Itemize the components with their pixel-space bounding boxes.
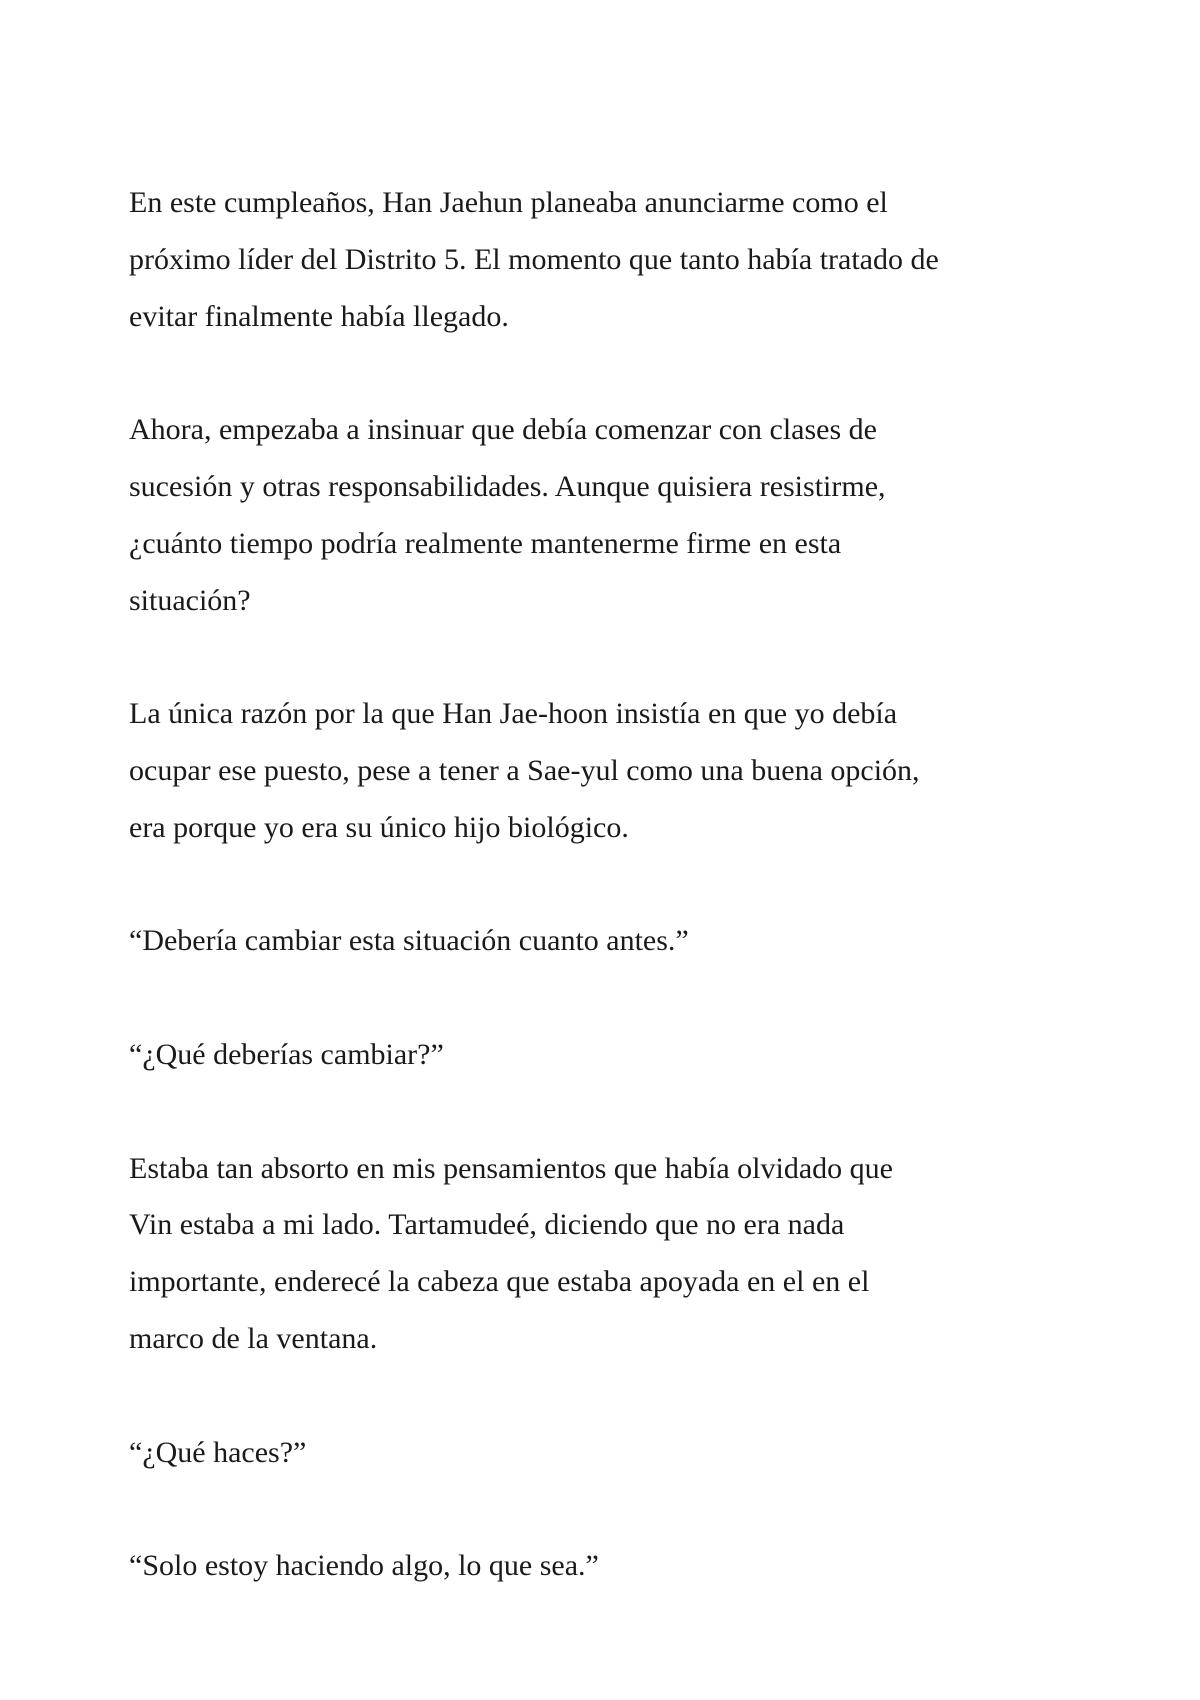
text-line: ¿cuánto tiempo podría realmente mantenerme firme en esta <box>129 526 842 560</box>
text-line: evitar finalmente había llegado. <box>129 299 509 333</box>
text-line: En este cumpleaños, Han Jaehun planeaba anunciarme como el <box>129 186 888 219</box>
paragraph <box>129 175 1140 345</box>
text-line: “Solo estoy haciendo algo, lo que sea.” <box>129 1549 599 1583</box>
text-line: “¿Qué haces?” <box>129 1435 307 1469</box>
text-line: próximo líder del Distrito 5. El momento que tanto había tratado de <box>129 242 939 276</box>
paragraph <box>129 1425 1140 1482</box>
paragraph <box>129 1538 1140 1595</box>
text-line: sucesión y otras responsabilidades. Aunque quisiera resistirme, <box>129 469 886 503</box>
text-line: importante, enderecé la cabeza que estaba apoyada en el en el <box>129 1265 870 1299</box>
paragraph <box>129 686 1140 856</box>
text-line: Ahora, empezaba a insinuar que debía comenzar con clases de <box>129 413 877 447</box>
text-line: La única razón por la que Han Jae-hoon insistía en que yo debía <box>129 697 898 731</box>
text-line: marco de la ventana. <box>129 1321 378 1355</box>
text-line: situación? <box>129 583 251 617</box>
text-line: “¿Qué deberías cambiar?” <box>129 1037 444 1071</box>
paragraph <box>129 913 1140 970</box>
paragraph <box>129 1027 1140 1084</box>
paragraph <box>129 402 1140 629</box>
document-page <box>129 175 1140 1652</box>
text-line: “Debería cambiar esta situación cuanto antes.” <box>129 924 689 958</box>
text-line: Estaba tan absorto en mis pensamientos que había olvidado que <box>129 1151 893 1185</box>
text-line: Vin estaba a mi lado. Tartamudeé, diciendo que no era nada <box>129 1208 845 1242</box>
text-line: era porque yo era su único hijo biológico. <box>129 810 629 844</box>
paragraph <box>129 1141 1140 1368</box>
text-line: ocupar ese puesto, pese a tener a Sae-yul como una buena opción, <box>129 753 920 787</box>
